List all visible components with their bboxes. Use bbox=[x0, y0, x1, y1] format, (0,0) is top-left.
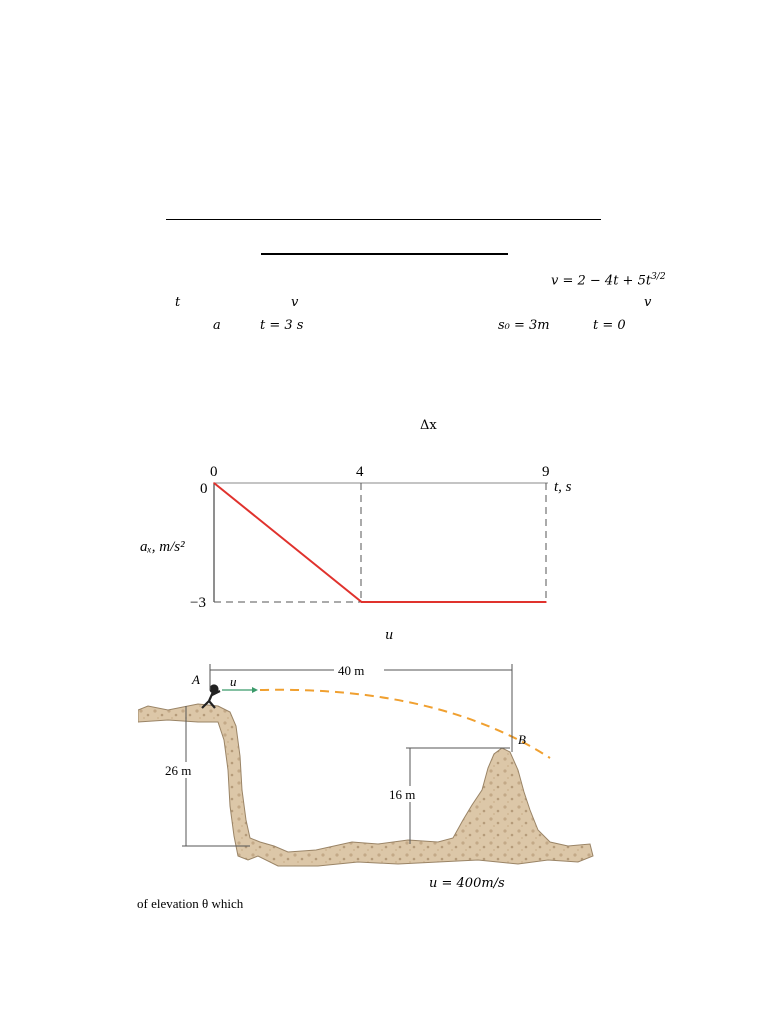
dim-26m-label: 26 m bbox=[165, 763, 192, 778]
ground-terrain bbox=[138, 704, 593, 866]
data-point bbox=[213, 482, 215, 484]
y-tick-label-neg3: −3 bbox=[190, 595, 206, 611]
title-underline bbox=[261, 253, 508, 255]
velocity-equation bbox=[551, 272, 666, 288]
velocity-u-label: u bbox=[230, 674, 237, 689]
tick-label-4: 4 bbox=[356, 464, 364, 480]
y-tick-label-0: 0 bbox=[200, 481, 208, 497]
eq-t-3s: t = 3 s bbox=[260, 318, 304, 333]
var-u: u bbox=[385, 628, 394, 643]
arrow-head-icon bbox=[252, 687, 258, 693]
data-point bbox=[361, 601, 363, 603]
velocity-exponent: 3/2 bbox=[651, 272, 666, 282]
acceleration-line bbox=[214, 483, 546, 602]
y-axis-label: aₓ, m/s² bbox=[140, 539, 185, 555]
eq-u-400: u = 400m/s bbox=[429, 876, 505, 891]
var-v-2: v bbox=[644, 295, 652, 310]
var-a: a bbox=[213, 318, 221, 333]
tick-label-9: 9 bbox=[542, 464, 550, 480]
tick-label-0: 0 bbox=[210, 464, 218, 480]
top-rule bbox=[166, 219, 601, 220]
var-t: t bbox=[175, 295, 181, 310]
x-axis-label: t, s bbox=[554, 479, 572, 495]
dim-40m-label: 40 m bbox=[338, 663, 365, 678]
dim-16m-label: 16 m bbox=[389, 787, 416, 802]
point-a-label: A bbox=[192, 672, 200, 687]
eq-s0: s₀ = 3m bbox=[498, 318, 550, 333]
acceleration-graph bbox=[130, 455, 600, 625]
graph-frame bbox=[214, 483, 548, 602]
eq-t0: t = 0 bbox=[593, 318, 626, 333]
person-figure-icon bbox=[202, 686, 220, 709]
delta-x: Δx bbox=[420, 418, 437, 433]
data-point bbox=[545, 601, 547, 603]
velocity-equation-text: v = 2 − 4t + 5t bbox=[551, 273, 652, 289]
projectile-figure bbox=[138, 660, 598, 872]
var-v-1: v bbox=[291, 295, 299, 310]
point-b-label: B bbox=[518, 732, 526, 747]
caption-tail: of elevation θ which bbox=[137, 896, 244, 911]
graph-data bbox=[213, 482, 547, 603]
